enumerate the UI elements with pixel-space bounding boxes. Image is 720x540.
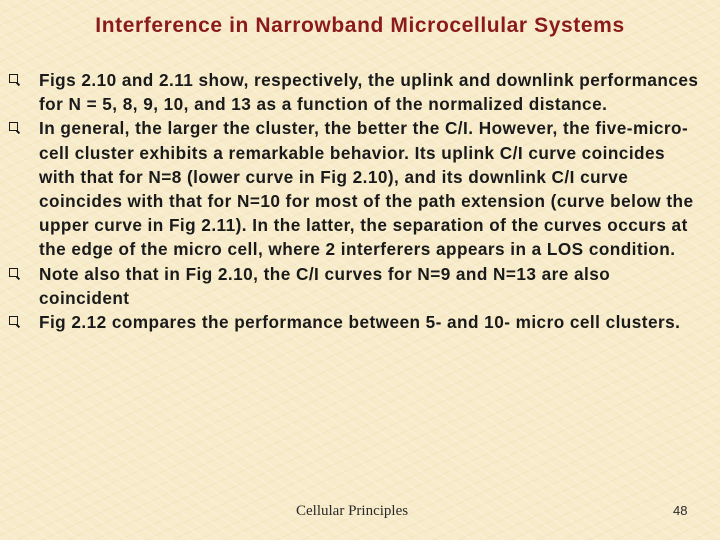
bullet-text: Fig 2.12 compares the performance between 5- and 10- micro cell clusters. bbox=[39, 312, 681, 333]
checkbox-bullet-icon bbox=[9, 122, 18, 131]
bullet-item bbox=[24, 116, 704, 261]
slide-title: Interference in Narrowband Microcellular Systems bbox=[95, 14, 625, 37]
footer-text: Cellular Principles bbox=[296, 503, 409, 519]
checkbox-bullet-icon bbox=[9, 74, 18, 83]
bullet-text: Note also that in Fig 2.10, the C/I curves for N=9 and N=13 are also coincident bbox=[39, 263, 611, 308]
bullet-item bbox=[24, 262, 704, 310]
bullet-text: In general, the larger the cluster, the better the C/I. However, the five-micro-cell cluster exhibits a remarkable behavior. Its uplink C/I curve coincides with that for N=8 (lower curve in Fig 2.10), and its downlink C/I curve coincides with that for N=10 for most of the path extension (curve below the upper curve in Fig 2.11). In the latter, the separation of the curves occurs at the edge of the micro cell, where 2 interferers appears in a LOS condition. bbox=[39, 118, 694, 260]
checkbox-bullet-icon bbox=[9, 268, 18, 277]
bullet-item bbox=[24, 310, 704, 334]
bullet-item bbox=[24, 68, 704, 116]
checkbox-bullet-icon bbox=[9, 316, 18, 325]
bullet-list bbox=[24, 68, 704, 334]
page-number: 48 bbox=[673, 503, 688, 518]
bullet-text: Figs 2.10 and 2.11 show, respectively, the uplink and downlink performances for N = 5, 8, 9, 10, and 13 as a function of the normalized distance. bbox=[39, 70, 699, 115]
